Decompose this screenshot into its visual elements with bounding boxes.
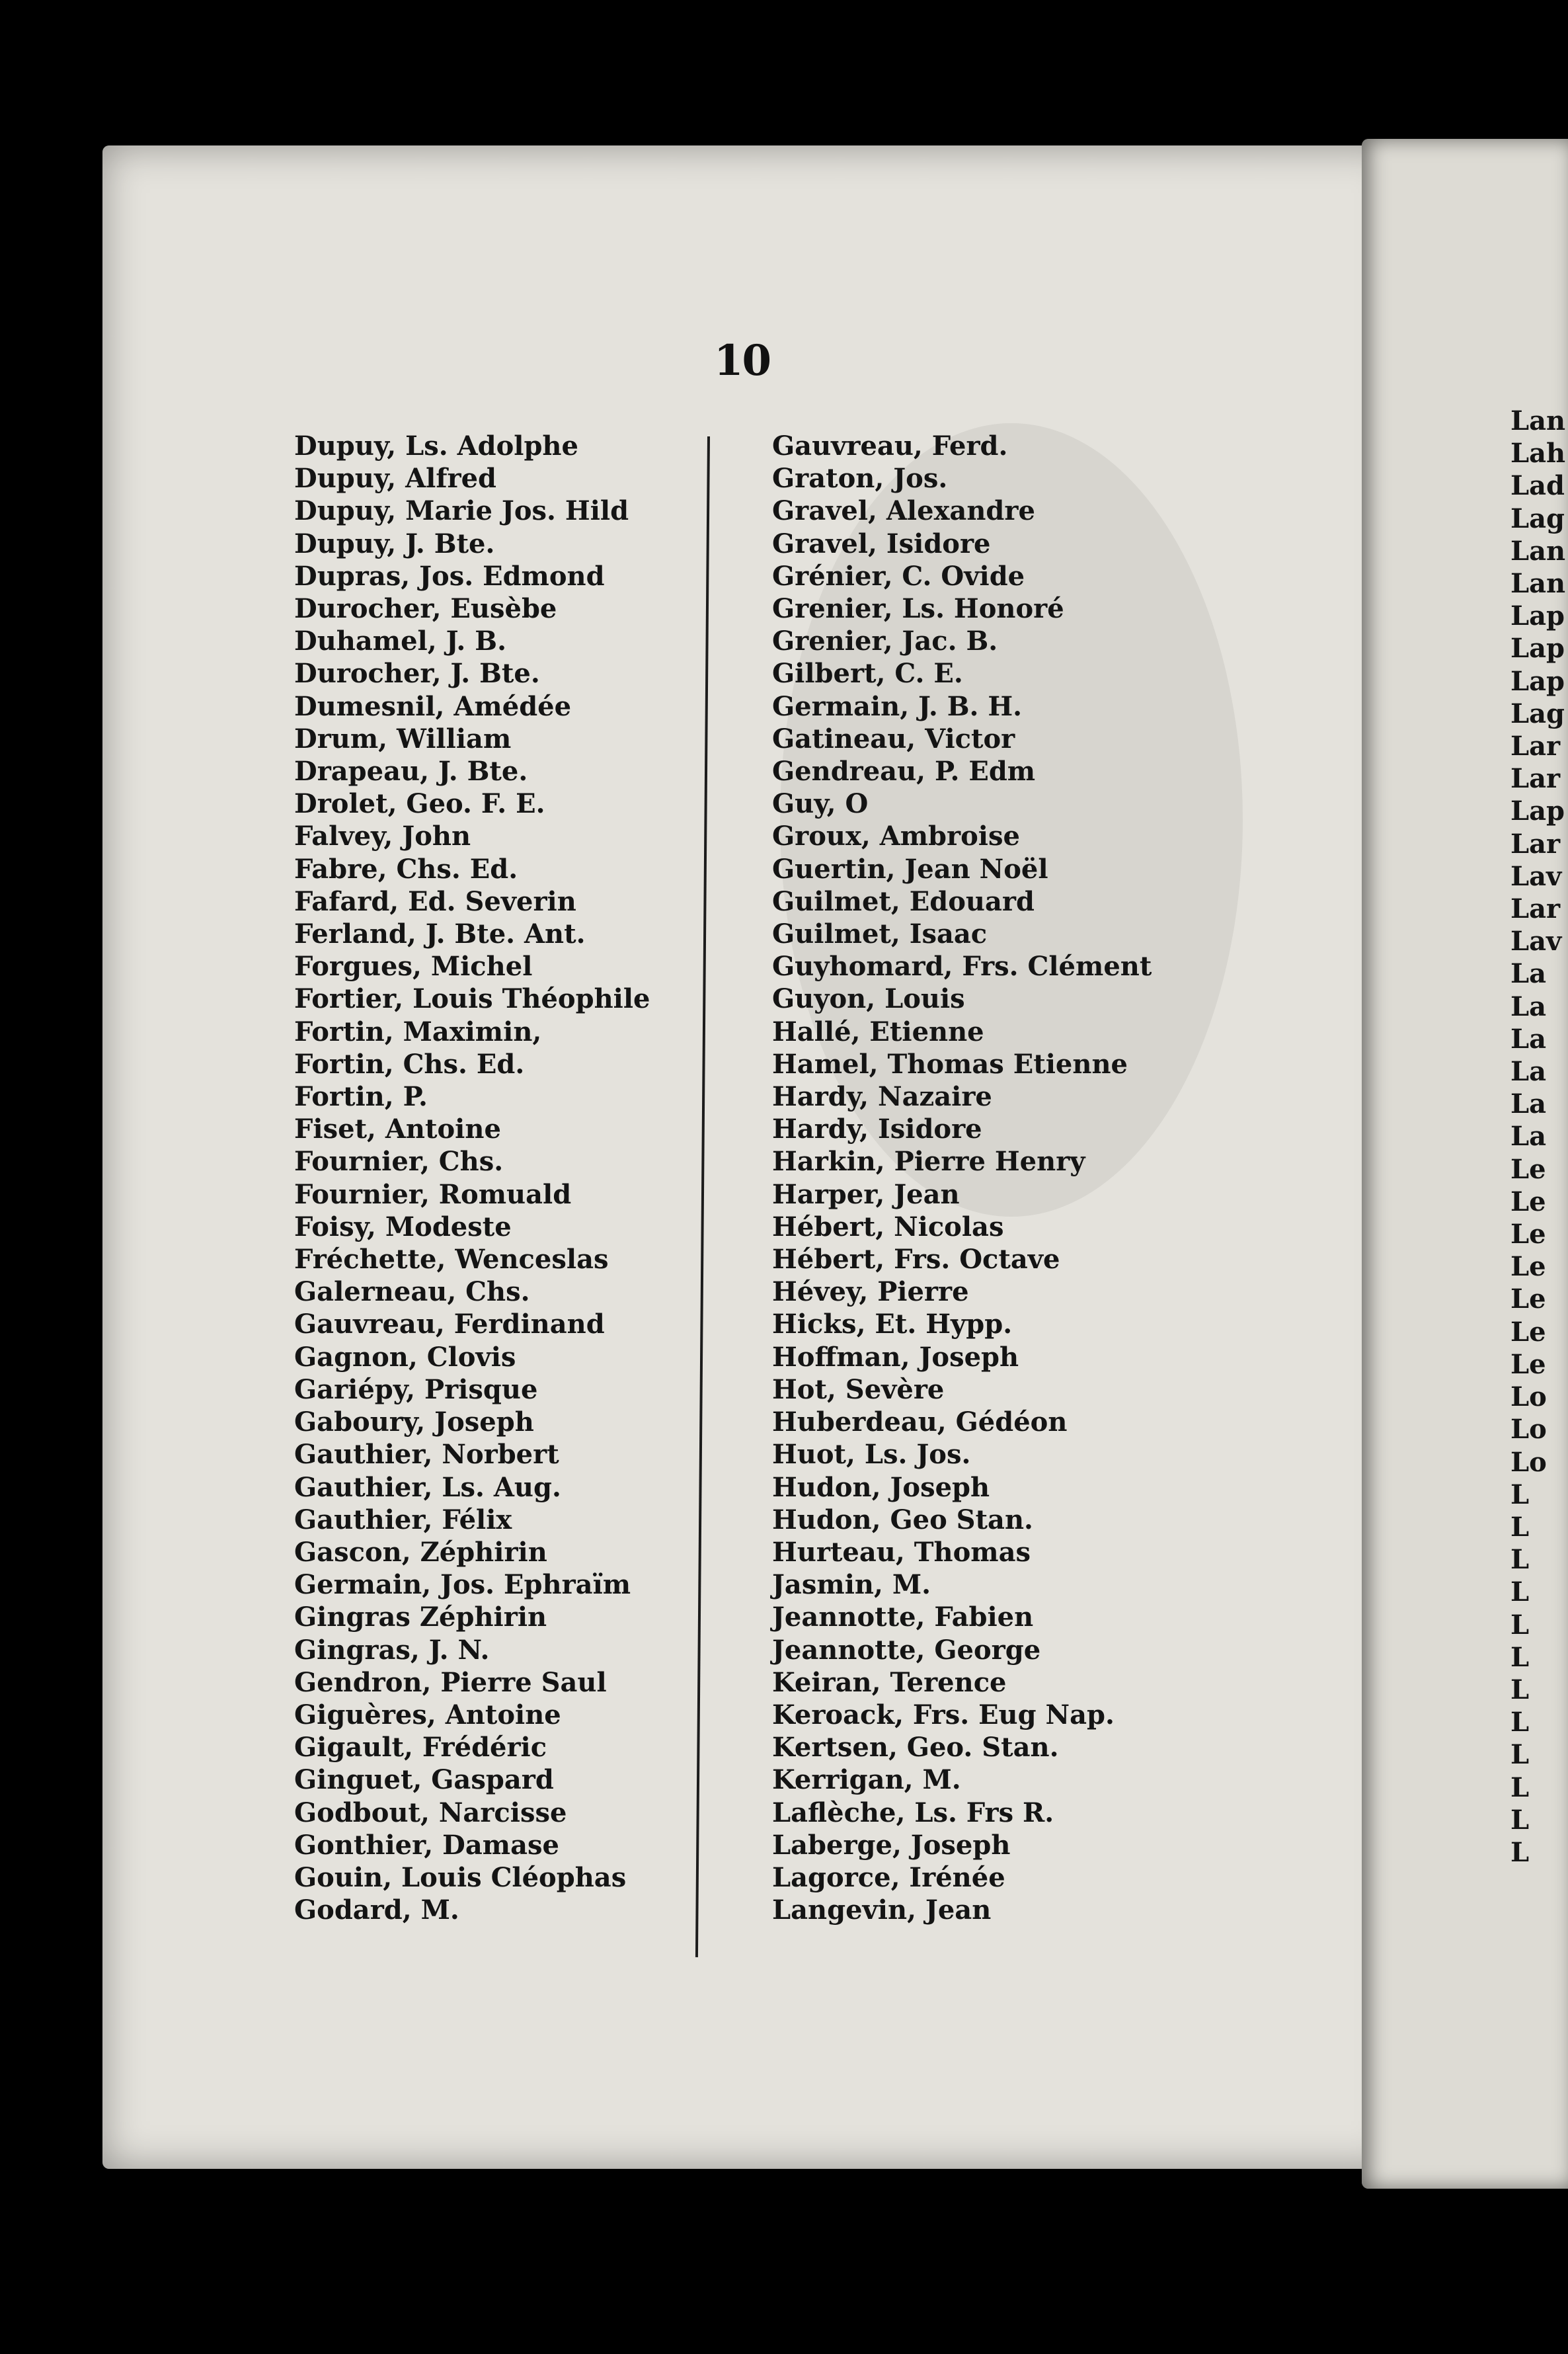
name-entry: Fafard, Ed. Severin: [294, 885, 576, 917]
name-entry: Gendron, Pierre Saul: [294, 1666, 607, 1698]
name-entry: Forgues, Michel: [294, 951, 533, 983]
name-entry: Fréchette, Wenceslas: [294, 1244, 609, 1276]
name-entry: Fortin, Maximin,: [294, 1016, 542, 1047]
name-entry: Lan: [1510, 535, 1566, 567]
name-entry: Lar: [1510, 731, 1561, 762]
name-entry: Gravel, Alexandre: [772, 495, 1035, 527]
name-entry: Guertin, Jean Noël: [772, 853, 1048, 885]
name-entry: Duhamel, J. B.: [294, 626, 506, 657]
name-entry: Giguères, Antoine: [294, 1699, 561, 1730]
name-entry: Le: [1510, 1219, 1546, 1250]
name-entry: Guilmet, Isaac: [772, 918, 988, 950]
name-entry: Groux, Ambroise: [772, 821, 1020, 852]
name-entry: Lar: [1510, 763, 1561, 795]
name-entry: Le: [1510, 1153, 1546, 1185]
name-entry: Falvey, John: [294, 821, 471, 852]
name-entry: La: [1510, 991, 1547, 1022]
right-name-column: [772, 430, 1152, 1926]
name-entry: Hicks, Et. Hypp.: [772, 1309, 1013, 1340]
adjacent-page-name-column: [1510, 405, 1565, 1869]
name-entry: Le: [1510, 1316, 1546, 1348]
name-entry: Dupuy, Ls. Adolphe: [294, 430, 578, 462]
name-entry: La: [1510, 1088, 1547, 1120]
name-entry: Gingras Zéphirin: [294, 1602, 547, 1633]
name-entry: Lo: [1510, 1446, 1547, 1478]
name-entry: Graton, Jos.: [772, 463, 948, 495]
name-entry: Fortin, P.: [294, 1081, 428, 1113]
name-entry: Lap: [1510, 633, 1565, 665]
name-entry: Laflèche, Ls. Frs R.: [772, 1797, 1054, 1828]
name-entry: Fournier, Romuald: [294, 1178, 572, 1210]
name-entry: Jasmin, M.: [772, 1569, 931, 1601]
name-entry: L: [1510, 1544, 1530, 1576]
name-entry: Gingras, J. N.: [294, 1634, 490, 1666]
page-number: 10: [714, 336, 771, 386]
name-entry: Lo: [1510, 1414, 1547, 1445]
name-entry: Harper, Jean: [772, 1178, 960, 1210]
name-entry: Lav: [1510, 860, 1562, 892]
name-entry: Gatineau, Victor: [772, 723, 1015, 754]
name-entry: Gauthier, Ls. Aug.: [294, 1471, 561, 1503]
name-entry: Hardy, Nazaire: [772, 1081, 992, 1113]
name-entry: L: [1510, 1479, 1530, 1510]
name-entry: Harkin, Pierre Henry: [772, 1146, 1085, 1178]
name-entry: L: [1510, 1707, 1530, 1738]
name-entry: Gauthier, Norbert: [294, 1439, 559, 1471]
name-entry: Le: [1510, 1283, 1546, 1315]
name-entry: Lan: [1510, 405, 1566, 436]
name-entry: Hoffman, Joseph: [772, 1341, 1019, 1373]
name-entry: Gilbert, C. E.: [772, 658, 963, 690]
name-entry: Fiset, Antoine: [294, 1114, 501, 1145]
name-entry: Lah: [1510, 438, 1566, 469]
name-entry: Gravel, Isidore: [772, 528, 991, 559]
name-entry: Hot, Sevère: [772, 1373, 945, 1405]
name-entry: Gigault, Frédéric: [294, 1732, 547, 1764]
name-entry: Germain, J. B. H.: [772, 690, 1023, 722]
name-entry: L: [1510, 1511, 1530, 1543]
name-entry: Hamel, Thomas Etienne: [772, 1048, 1128, 1080]
name-entry: La: [1510, 1056, 1547, 1088]
name-entry: Lag: [1510, 698, 1565, 729]
name-entry: Godard, M.: [294, 1894, 459, 1926]
name-entry: L: [1510, 1804, 1530, 1836]
name-entry: Durocher, Eusèbe: [294, 593, 557, 625]
left-name-column: [294, 430, 650, 1926]
name-entry: Huberdeau, Gédéon: [772, 1406, 1068, 1438]
name-entry: Dumesnil, Amédée: [294, 690, 572, 722]
name-entry: Fortin, Chs. Ed.: [294, 1048, 525, 1080]
name-entry: Le: [1510, 1251, 1546, 1283]
name-entry: Gendreau, P. Edm: [772, 756, 1036, 788]
name-entry: Dupuy, Marie Jos. Hild: [294, 495, 629, 527]
name-entry: Keroack, Frs. Eug Nap.: [772, 1699, 1115, 1730]
adjacent-page-edge: [1362, 139, 1568, 2189]
name-entry: Fortier, Louis Théophile: [294, 983, 650, 1015]
name-entry: Drapeau, J. Bte.: [294, 756, 528, 788]
name-entry: Gascon, Zéphirin: [294, 1536, 547, 1568]
name-entry: Gariépy, Prisque: [294, 1373, 538, 1405]
name-entry: Guy, O: [772, 788, 869, 820]
name-entry: Gauvreau, Ferd.: [772, 430, 1008, 462]
name-entry: L: [1510, 1641, 1530, 1673]
name-entry: Dupras, Jos. Edmond: [294, 560, 605, 592]
name-entry: La: [1510, 1023, 1547, 1055]
name-entry: Germain, Jos. Ephraïm: [294, 1569, 631, 1601]
name-entry: Hardy, Isidore: [772, 1114, 982, 1145]
name-entry: L: [1510, 1609, 1530, 1641]
name-entry: Galerneau, Chs.: [294, 1276, 530, 1308]
name-entry: La: [1510, 958, 1547, 990]
name-entry: Le: [1510, 1186, 1546, 1217]
name-entry: Gouin, Louis Cléophas: [294, 1861, 627, 1893]
name-entry: Lap: [1510, 600, 1565, 632]
name-entry: Gaboury, Joseph: [294, 1406, 534, 1438]
name-entry: Lagorce, Irénée: [772, 1861, 1005, 1893]
name-entry: L: [1510, 1771, 1530, 1803]
name-entry: Drolet, Geo. F. E.: [294, 788, 545, 820]
name-entry: Hurteau, Thomas: [772, 1536, 1031, 1568]
name-entry: Ferland, J. Bte. Ant.: [294, 918, 586, 950]
name-entry: Lar: [1510, 893, 1561, 925]
name-entry: Hévey, Pierre: [772, 1276, 969, 1308]
name-entry: L: [1510, 1576, 1530, 1608]
name-entry: Keiran, Terence: [772, 1666, 1007, 1698]
name-entry: L: [1510, 1739, 1530, 1771]
name-entry: Langevin, Jean: [772, 1894, 992, 1926]
name-entry: L: [1510, 1674, 1530, 1705]
name-entry: Kerrigan, M.: [772, 1764, 961, 1796]
name-entry: Laberge, Joseph: [772, 1829, 1011, 1861]
name-entry: Jeannotte, Fabien: [772, 1602, 1034, 1633]
name-entry: Guilmet, Edouard: [772, 885, 1035, 917]
name-entry: Grénier, C. Ovide: [772, 560, 1025, 592]
name-entry: Ginguet, Gaspard: [294, 1764, 554, 1796]
name-entry: Hudon, Joseph: [772, 1471, 990, 1503]
name-entry: Gonthier, Damase: [294, 1829, 559, 1861]
name-entry: Fabre, Chs. Ed.: [294, 853, 518, 885]
name-entry: Lo: [1510, 1381, 1547, 1413]
name-entry: Lag: [1510, 503, 1565, 534]
name-entry: Hébert, Nicolas: [772, 1211, 1004, 1242]
name-entry: Fournier, Chs.: [294, 1146, 504, 1178]
name-entry: Gagnon, Clovis: [294, 1341, 516, 1373]
name-entry: La: [1510, 1121, 1547, 1153]
name-entry: Guyhomard, Frs. Clément: [772, 951, 1152, 983]
name-entry: Dupuy, J. Bte.: [294, 528, 495, 559]
name-entry: Durocher, J. Bte.: [294, 658, 540, 690]
name-entry: Hudon, Geo Stan.: [772, 1504, 1033, 1535]
name-entry: Lad: [1510, 470, 1565, 502]
name-entry: Grenier, Ls. Honoré: [772, 593, 1064, 625]
name-entry: Godbout, Narcisse: [294, 1797, 567, 1828]
name-entry: Jeannotte, George: [772, 1634, 1041, 1666]
name-entry: Dupuy, Alfred: [294, 463, 497, 495]
name-entry: Lav: [1510, 926, 1562, 957]
name-entry: Foisy, Modeste: [294, 1211, 512, 1242]
name-entry: Gauvreau, Ferdinand: [294, 1309, 605, 1340]
name-entry: Lan: [1510, 568, 1566, 600]
name-entry: Drum, William: [294, 723, 512, 754]
name-entry: Lap: [1510, 665, 1565, 697]
name-entry: Kertsen, Geo. Stan.: [772, 1732, 1059, 1764]
name-entry: Huot, Ls. Jos.: [772, 1439, 971, 1471]
name-entry: Lap: [1510, 795, 1565, 827]
name-entry: L: [1510, 1836, 1530, 1868]
name-entry: Lar: [1510, 828, 1561, 860]
name-entry: Guyon, Louis: [772, 983, 965, 1015]
name-entry: Grenier, Jac. B.: [772, 626, 998, 657]
name-entry: Le: [1510, 1348, 1546, 1380]
name-entry: Gauthier, Félix: [294, 1504, 512, 1535]
name-entry: Hébert, Frs. Octave: [772, 1244, 1060, 1276]
name-entry: Hallé, Etienne: [772, 1016, 984, 1047]
